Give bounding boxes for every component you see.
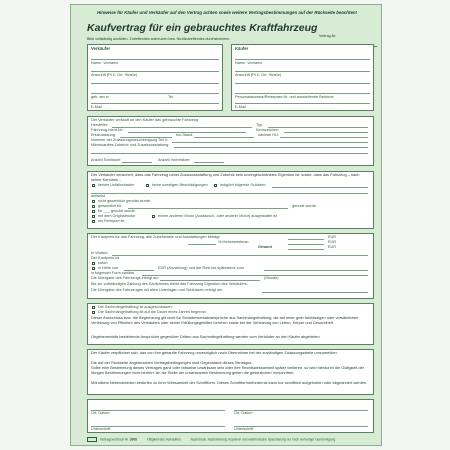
rest-date-line[interactable]	[264, 270, 368, 271]
damages-line[interactable]	[272, 187, 368, 188]
buyer-title: Käufer	[235, 46, 249, 51]
vehicle-zb2-line[interactable]	[172, 142, 368, 143]
buyer-id-line[interactable]	[235, 93, 370, 94]
total-label: Gesamt	[258, 245, 272, 249]
checkbox-original-engine[interactable]	[92, 215, 95, 218]
contract-sheet	[70, 4, 382, 446]
price-box	[87, 233, 374, 299]
buyer-name-line[interactable]	[235, 59, 370, 60]
damages-line2[interactable]	[91, 193, 368, 194]
vehicle-box	[87, 116, 374, 166]
handover-label: Die Übergabe des Fahrzeugs erfolgt am	[91, 276, 159, 280]
no-damage-label: keine sonstigen Beschädigungen	[152, 183, 208, 187]
seller-email-line[interactable]	[91, 103, 219, 104]
price-intro: Der Kaufpreis für das Fahrzeug, alle Zubehörteile und Ausstattungen beträgt	[91, 235, 220, 239]
buyer-signature-line[interactable]	[234, 426, 368, 427]
payment-form-label: in folgender Form zahlbar	[91, 271, 135, 275]
contract-number-label: Vertrag-Nr.	[319, 34, 337, 38]
seller-signature-label: Unterschrift	[91, 427, 111, 431]
warranty-paragraph-1: Dieser Ausschluss bzw. die Begrenzung gilt nicht für Schadensersatzansprüche aus Sachmängelhaftung, die auf einer grob fahrlässigen oder vorsätzlichen Verletzung von Pflichten des Verkäufers oder seiner Erfüllungsgehilfen beruhen sowie bei der Verletzung von Leben, Körper und Gesundheit.	[91, 315, 359, 325]
header-hint: Hinweise für Käufer und Verkäufer auf den Vertrag achten sowie weitere Vertragsbestimmungen auf der Rückseite beachten!	[96, 10, 358, 15]
buyer-address-line1[interactable]	[235, 71, 370, 72]
vehicle-accessories-line2[interactable]	[91, 153, 368, 154]
vat-amount-line[interactable]	[288, 244, 324, 245]
vehicle-owners-label: Anzahl Vorbesitzer:	[158, 158, 191, 162]
due-label: Der Kaufpreis ist	[91, 256, 120, 260]
footer-form-label: Vertragsvordruck Nr.	[99, 437, 129, 442]
price-currency-2: EUR	[328, 240, 337, 244]
seller-phone-label: Tel.	[168, 95, 174, 99]
checkbox-other-engine[interactable]	[152, 215, 155, 218]
documents-line[interactable]	[262, 292, 368, 293]
vehicle-accessories-line1[interactable]	[174, 147, 368, 148]
buyer-signature-label: Unterschrift	[234, 427, 254, 431]
checkbox-reimport[interactable]	[92, 220, 95, 223]
hour-label: (Stunde)	[264, 276, 279, 280]
buyer-place-date-label: Ort, Datum	[234, 411, 253, 415]
documents-label: Die Übergabe des Fahrzeuges mit allen Unterlagen und Schlüsseln erfolgt am	[91, 288, 223, 292]
terms-paragraph-2: Die auf der Rückseite abgedruckten Vertragsbedingungen sind Gegenstand dieses Vertrages.	[91, 360, 253, 365]
vehicle-firstreg-label: Erstzulassung:	[91, 133, 116, 137]
warranty-limited-label: Die Sachmängelhaftung ist auf die Dauer eines Jahres begrenzt.	[98, 310, 207, 314]
buyer-address-label: Anschrift (PLZ, Ort, Straße)	[235, 73, 282, 77]
commercial-suffix: genutzt wurde.	[292, 204, 317, 208]
condition-text: Der Verkäufer versichert, dass das Fahrzeug nebst Zusatzausstattung und Zubehör sein uneingeschränktes Eigentum ist, sowie, dass das Fahrzeug – nach seiner Kenntnis –	[91, 172, 360, 182]
vehicle-keys-label: Anzahl Schlüssel:	[91, 158, 121, 162]
seller-address-line2[interactable]	[91, 83, 219, 84]
footer-middle: Tätigkeit des Verkäufers	[146, 437, 181, 442]
vehicle-hu-line[interactable]	[280, 137, 368, 138]
other-use-label: für ___ genutzt wurde.	[98, 209, 136, 213]
handover-line[interactable]	[160, 280, 260, 281]
not-commercial-label: nicht gewerblich genutzt wurde.	[98, 199, 152, 203]
total-line[interactable]	[288, 249, 324, 250]
words-label: In Worten:	[91, 251, 109, 255]
aufweist-label: aufweist	[91, 194, 105, 198]
checkbox-warranty-limited[interactable]	[92, 311, 95, 314]
warranty-paragraph-2: Gegebenenfalls bestehende Ansprüche gegenüber Dritten aus Sachmängelhaftung werden vom Verkäufer an den Käufer abgetreten.	[91, 334, 321, 339]
seller-birth-label: geb. am in	[91, 95, 109, 99]
buyer-address-line2[interactable]	[235, 83, 370, 84]
no-accident-label: keinen Unfallschaden	[98, 183, 135, 187]
vehicle-hu-label: nächste HU:	[258, 133, 279, 137]
vehicle-plate-label: Kennzeichen:	[256, 128, 280, 132]
buyer-name-label: Name, Vorname	[235, 61, 263, 65]
damages-label: lediglich folgende Schäden:	[220, 183, 267, 187]
seller-name-line[interactable]	[91, 59, 219, 60]
words-line[interactable]	[112, 255, 368, 256]
vat-label: % Mehrwertsteuer	[218, 240, 249, 244]
deposit-text: EUR (Anzahlung) und der Rest bis spätestens zum	[158, 266, 244, 270]
installment-label: in Höhe von	[98, 266, 119, 270]
seller-address-label: Anschrift (PLZ, Ort, Straße)	[91, 73, 138, 77]
signature-box	[87, 399, 374, 433]
vehicle-accessories-label: Mitverkauftes Zubehör und Zusatzausstattung:	[91, 143, 170, 147]
vehicle-km-line[interactable]	[194, 137, 254, 138]
price-currency-3: EUR	[328, 245, 337, 249]
reimport-label: ein Reimport ist	[98, 219, 125, 223]
terms-box	[87, 349, 374, 395]
fill-note: Bitte vollständig ausfüllen. Zutreffendes ankreuzen bzw. Nichtzutreffendes durchstreichen.	[87, 37, 231, 41]
seller-address-line1[interactable]	[91, 71, 219, 72]
vat-rate-line[interactable]	[188, 244, 216, 245]
checkbox-commercial[interactable]	[92, 205, 95, 208]
warranty-excluded-label: Die Sachmängelhaftung ist ausgeschlossen.	[98, 305, 173, 309]
vehicle-keys-line[interactable]	[122, 162, 152, 163]
checkbox-not-commercial[interactable]	[92, 200, 95, 203]
seller-name-label: Name, Vorname	[91, 61, 119, 65]
checkbox-no-accident[interactable]	[92, 184, 95, 187]
checkbox-other-use[interactable]	[92, 210, 95, 213]
buyer-email-label: E-Mail	[235, 105, 246, 109]
checkbox-immediate[interactable]	[92, 262, 95, 265]
vehicle-plate-line[interactable]	[284, 132, 368, 133]
terms-paragraph-1: Der Käufer verpflichtet sich, das von ihm gekaufte Fahrzeug unverzüglich nach Übernahme bei der zuständigen Zulassungsstelle umzumelden.	[91, 350, 338, 355]
payment-form-line[interactable]	[142, 275, 368, 276]
buyer-email-line[interactable]	[235, 103, 370, 104]
buyer-box	[231, 44, 374, 111]
checkbox-damages[interactable]	[214, 184, 217, 187]
vehicle-km-label: km-Stand:	[176, 133, 194, 137]
buyer-place-date-line[interactable]	[234, 410, 368, 411]
page-title: Kaufvertrag für ein gebrauchtes Kraftfahrzeug	[87, 22, 318, 34]
terms-paragraph-4: Mündliche Nebenabreden bedürfen zu ihrer Wirksamkeit der Schriftform. Dieses Schriftformerfordernis kann nur schriftlich aufgehoben oder abgeändert werden.	[91, 380, 368, 385]
other-engine-label: einem anderen Motor (Austausch- oder anderer Motor) ausgestattet ist	[158, 214, 277, 218]
vehicle-fin-label: Fahrzeug-Ident-Nr.:	[91, 128, 124, 132]
buyer-id-label: Personalausweis/Reisepass Nr. und ausstellende Behörde	[235, 95, 334, 99]
seller-signature-line[interactable]	[91, 426, 225, 427]
original-engine-label: mit dem Originalmotor	[98, 214, 136, 218]
warranty-box	[87, 303, 374, 345]
vehicle-type-line[interactable]	[268, 127, 368, 128]
ownership-text: Bis zur vollständigen Zahlung des Kaufpreises bleibt das Fahrzeug Eigentum des Verkäufers.	[91, 282, 248, 286]
footer-copyright: Nachdruck, Nachahmung, Kopieren und elektronische Speicherung nur nach vorheriger Genehmigung	[190, 437, 336, 442]
vehicle-zb2-label: Nummer der Zulassungsbescheinigung Teil II:	[91, 138, 168, 142]
seller-box	[87, 44, 223, 111]
publisher-logo-icon	[87, 437, 97, 442]
checkbox-no-damage[interactable]	[146, 184, 149, 187]
price-currency-1: EUR	[328, 235, 337, 239]
vehicle-manufacturer-label: Hersteller:	[91, 123, 109, 127]
price-net-line[interactable]	[288, 239, 324, 240]
commercial-line[interactable]	[128, 208, 288, 209]
immediate-label: sofort	[98, 261, 108, 265]
vehicle-owners-line[interactable]	[194, 162, 224, 163]
seller-place-date-label: Ort, Datum	[91, 411, 110, 415]
footer-form-number: 3008	[129, 437, 137, 442]
vehicle-manufacturer-line[interactable]	[112, 127, 252, 128]
commercial-label: gewerblich für	[98, 204, 122, 208]
checkbox-warranty-excluded[interactable]	[92, 306, 95, 309]
seller-birth-line[interactable]	[91, 93, 219, 94]
seller-place-date-line[interactable]	[91, 410, 225, 411]
terms-paragraph-3: Sollte eine Bestimmung dieses Vertrages ganz oder teilweise unwirksam sein oder ihre Rechtswirksamkeit später verlieren, so wird hierdurch die Gültigkeit der übrigen Bestimmungen nicht berührt. An die Stelle der unwirksamen Bestimmung gelten die gesetzlichen Vorschriften.	[91, 365, 365, 375]
vehicle-intro: Der Verkäufer verkauft an den Käufer das gebrauchte Fahrzeug	[91, 118, 199, 122]
seller-title: Verkäufer	[91, 46, 111, 51]
vehicle-type-label: Typ:	[256, 123, 264, 127]
checkbox-installment[interactable]	[92, 267, 95, 270]
seller-email-label: E-Mail	[91, 105, 102, 109]
condition-box	[87, 171, 374, 229]
footer	[87, 437, 377, 442]
